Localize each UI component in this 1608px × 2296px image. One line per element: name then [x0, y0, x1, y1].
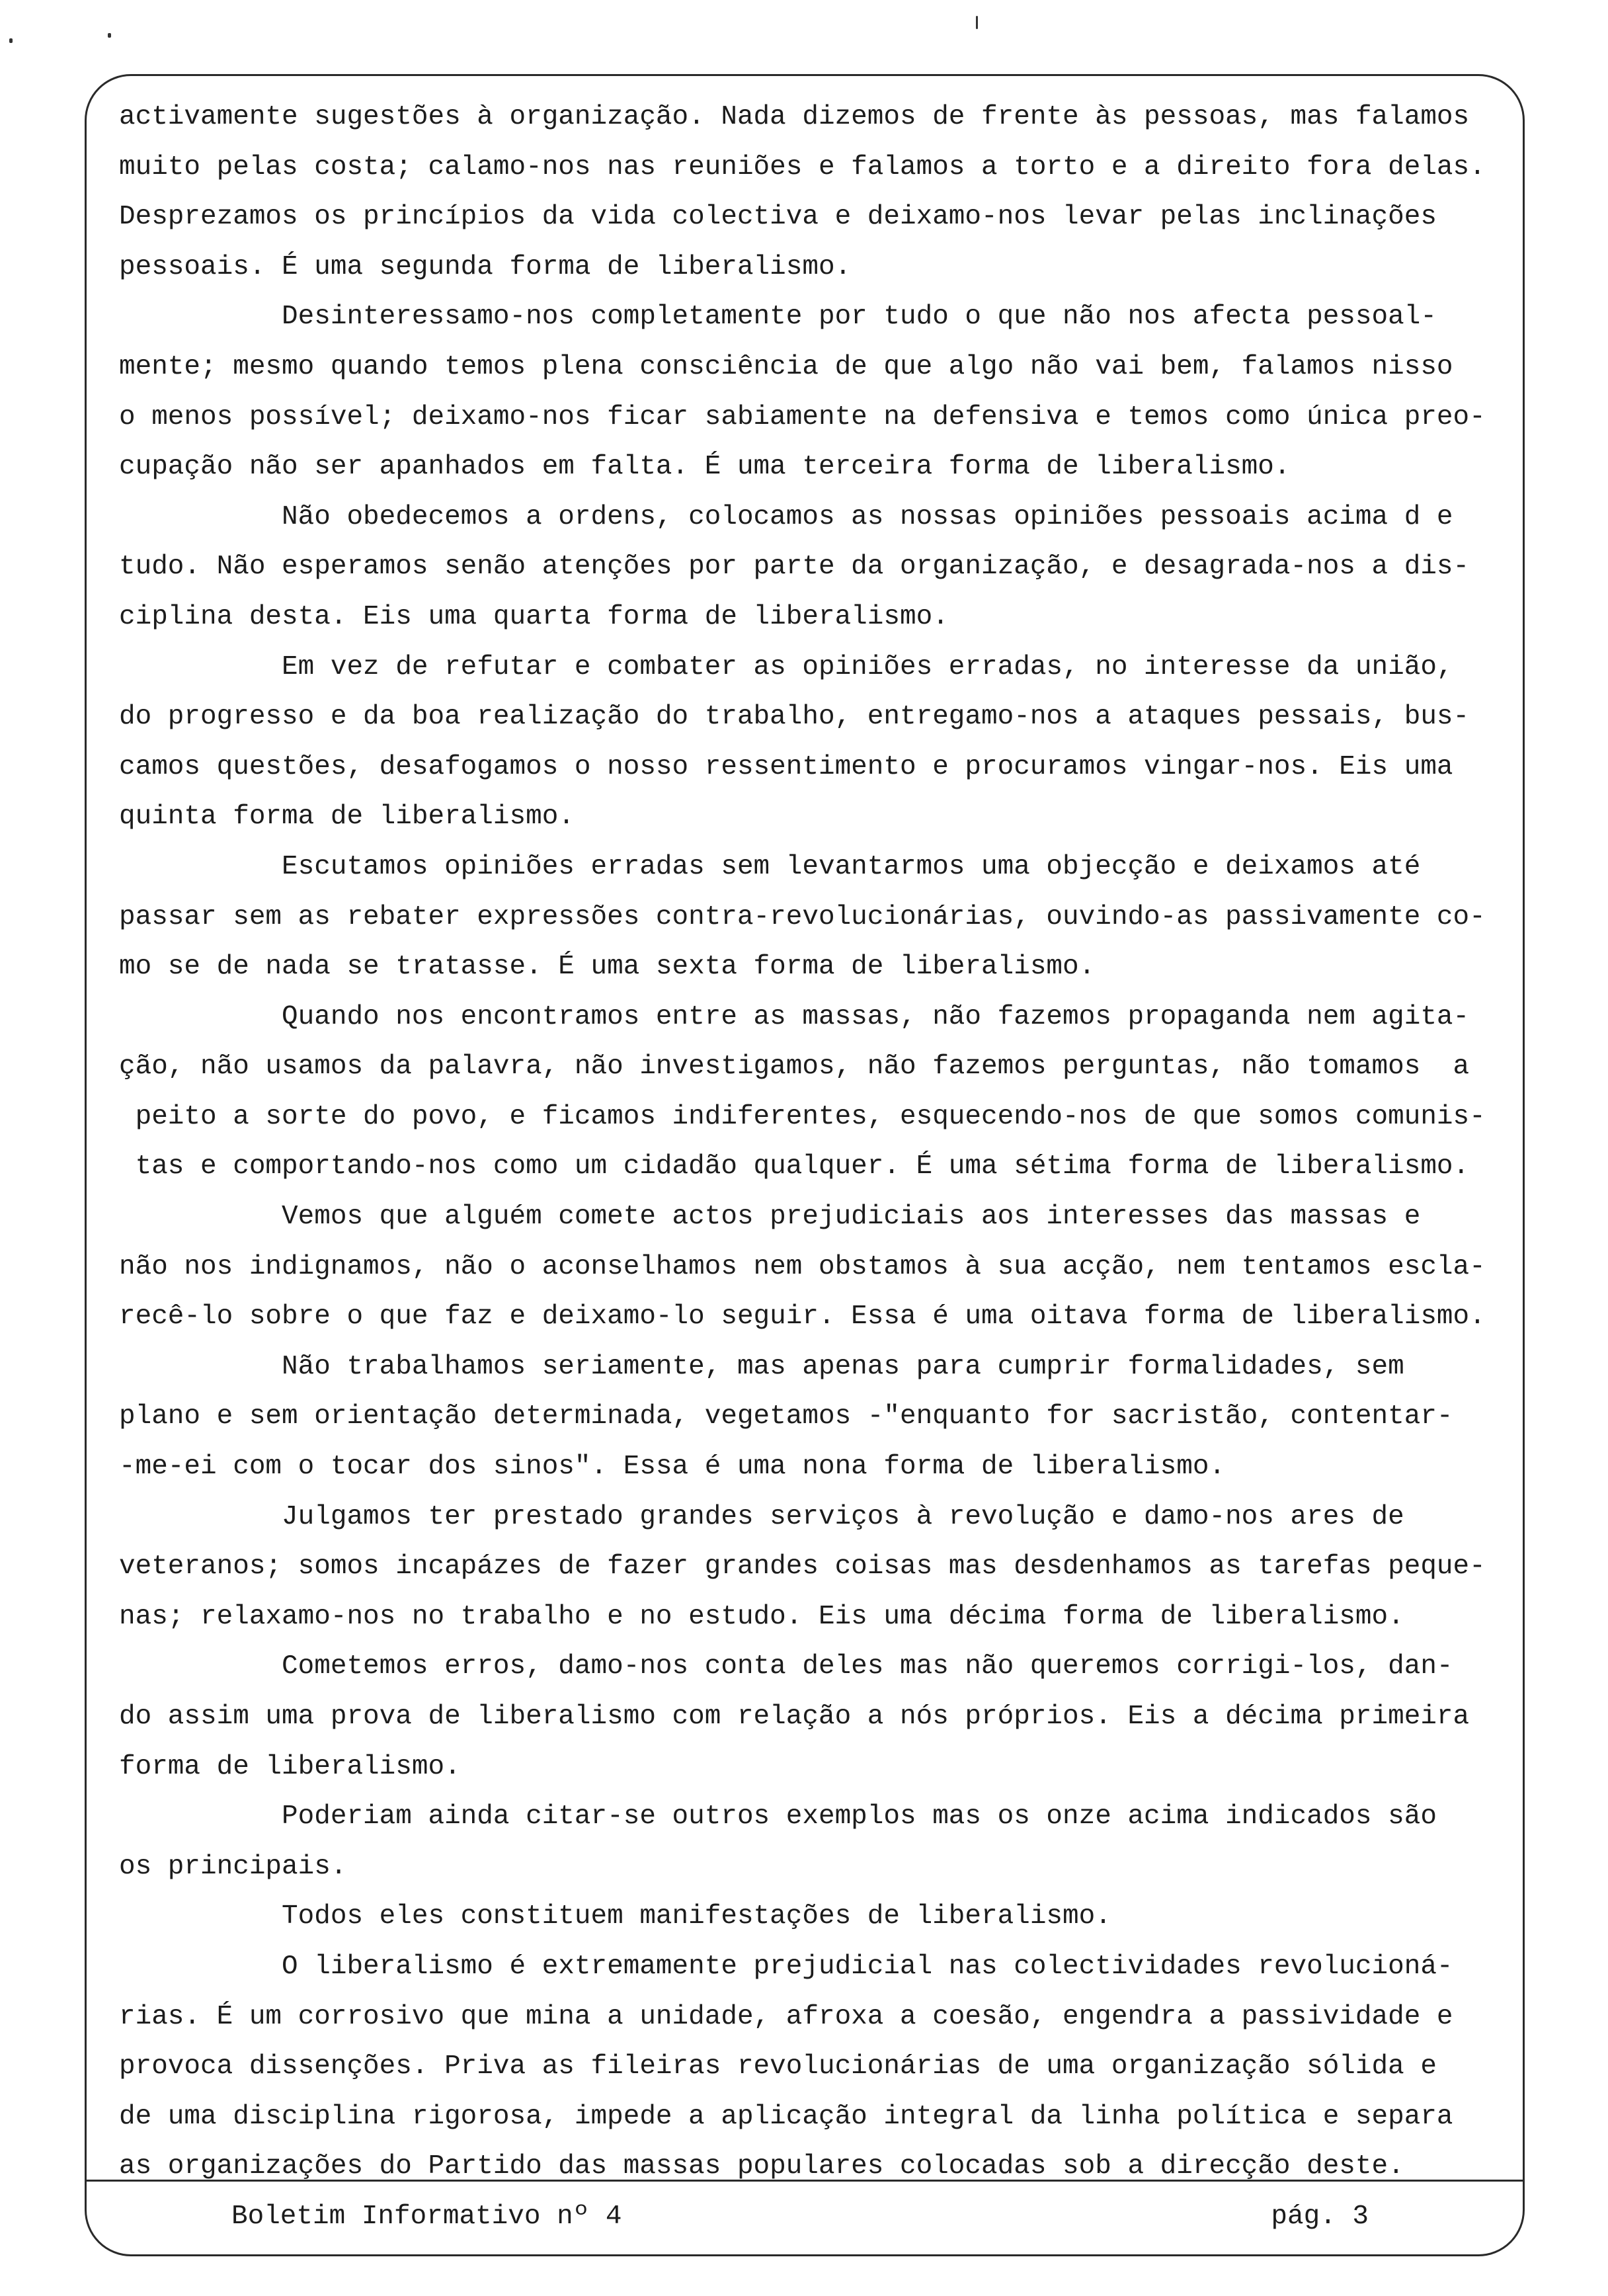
- text-line: do assim uma prova de liberalismo com relação a nós próprios. Eis a décima primeira: [119, 1702, 1470, 1732]
- text-line: muito pelas costa; calamo-nos nas reuniões e falamos a torto e a direito fora delas.: [119, 151, 1486, 183]
- text-line: plano e sem orientação determinada, vegetamos -"enquanto for sacristão, contentar-: [119, 1401, 1453, 1432]
- text-line: do progresso e da boa realização do trabalho, entregamo-nos a ataques pessais, bus-: [119, 702, 1470, 733]
- text-line: quinta forma de liberalismo.: [119, 801, 575, 833]
- text-line: ciplina desta. Eis uma quarta forma de liberalismo.: [119, 601, 949, 632]
- text-line: recê-lo sobre o que faz e deixamo-lo seguir. Essa é uma oitava forma de liberalismo.: [119, 1301, 1486, 1332]
- text-line: rias. É um corrosivo que mina a unidade, afroxa a coesão, engendra a passividade e: [119, 2001, 1453, 2032]
- text-line: os principais.: [119, 1851, 347, 1882]
- text-line: O liberalismo é extremamente prejudicial nas colectividades revolucioná-: [119, 1951, 1453, 1982]
- text-line: de uma disciplina rigorosa, impede a aplicação integral da linha política e separa: [119, 2101, 1453, 2132]
- text-line: Em vez de refutar e combater as opiniões erradas, no interesse da união,: [119, 651, 1453, 682]
- text-line: forma de liberalismo.: [119, 1751, 461, 1782]
- text-line: Quando nos encontramos entre as massas, não fazemos propaganda nem agita-: [119, 1001, 1470, 1032]
- text-line: pessoais. É uma segunda forma de liberalismo.: [119, 251, 852, 282]
- text-line: Cometemos erros, damo-nos conta deles mas não queremos corrigi-los, dan-: [119, 1651, 1453, 1682]
- scan-speck: [976, 16, 978, 29]
- text-line: as organizações do Partido das massas populares colocadas sob a direcção deste.: [119, 2151, 1404, 2182]
- text-line: camos questões, desafogamos o nosso ressentimento e procuramos vingar-nos. Eis uma: [119, 751, 1453, 782]
- text-line: Não obedecemos a ordens, colocamos as nossas opiniões pessoais acima d e: [119, 501, 1453, 532]
- text-line: nas; relaxamo-nos no trabalho e no estudo. Eis uma décima forma de liberalismo.: [119, 1601, 1404, 1632]
- bulletin-title: Boletim Informativo nº 4: [231, 2201, 622, 2232]
- text-line: Escutamos opiniões erradas sem levantarmos uma objecção e deixamos até: [119, 851, 1421, 882]
- text-line: provoca dissenções. Priva as fileiras revolucionárias de uma organização sólida e: [119, 2051, 1437, 2082]
- text-line: Julgamos ter prestado grandes serviços à revolução e damo-nos ares de: [119, 1501, 1404, 1532]
- text-line: Desprezamos os princípios da vida colectiva e deixamo-nos levar pelas inclinações: [119, 202, 1437, 233]
- text-line: -me-ei com o tocar dos sinos". Essa é uma nona forma de liberalismo.: [119, 1452, 1226, 1483]
- text-line: mente; mesmo quando temos plena consciência de que algo não vai bem, falamos nisso: [119, 351, 1453, 382]
- text-line: o menos possível; deixamo-nos ficar sabiamente na defensiva e temos como única preo-: [119, 401, 1486, 432]
- text-line: activamente sugestões à organização. Nada dizemos de frente às pessoas, mas falamos: [119, 102, 1470, 132]
- text-line: mo se de nada se tratasse. É uma sexta forma de liberalismo.: [119, 952, 1096, 983]
- footer-divider: [87, 2180, 1523, 2182]
- text-line: Não trabalhamos seriamente, mas apenas para cumprir formalidades, sem: [119, 1351, 1404, 1382]
- page-footer: [231, 2197, 1369, 2236]
- text-line: veteranos; somos incapázes de fazer grandes coisas mas desdenhamos as tarefas peque-: [119, 1551, 1486, 1582]
- text-line: Todos eles constituem manifestações de liberalismo.: [119, 1901, 1111, 1932]
- text-line: Vemos que alguém comete actos prejudiciais aos interesses das massas e: [119, 1202, 1421, 1233]
- scan-speck: [9, 38, 13, 43]
- text-line: tudo. Não esperamos senão atenções por parte da organização, e desagrada-nos a dis-: [119, 552, 1470, 583]
- text-line: Poderiam ainda citar-se outros exemplos mas os onze acima indicados são: [119, 1801, 1437, 1832]
- text-line: Desinteressamo-nos completamente por tudo o que não nos afecta pessoal-: [119, 302, 1437, 333]
- text-line: cupação não ser apanhados em falta. É uma terceira forma de liberalismo.: [119, 452, 1291, 483]
- document-body: [119, 93, 1501, 2192]
- text-line: não nos indignamos, não o aconselhamos nem obstamos à sua acção, nem tentamos escla-: [119, 1251, 1486, 1282]
- text-line: peito a sorte do povo, e ficamos indiferentes, esquecendo-nos de que somos comunis-: [119, 1101, 1486, 1132]
- text-line: passar sem as rebater expressões contra-revolucionárias, ouvindo-as passivamente co-: [119, 901, 1486, 932]
- text-line: ção, não usamos da palavra, não investigamos, não fazemos perguntas, não tomamos a: [119, 1051, 1470, 1083]
- text-line: tas e comportando-nos como um cidadão qualquer. É uma sétima forma de liberalismo.: [119, 1151, 1470, 1182]
- page-number: pág. 3: [1271, 2201, 1369, 2232]
- scan-speck: [108, 33, 111, 38]
